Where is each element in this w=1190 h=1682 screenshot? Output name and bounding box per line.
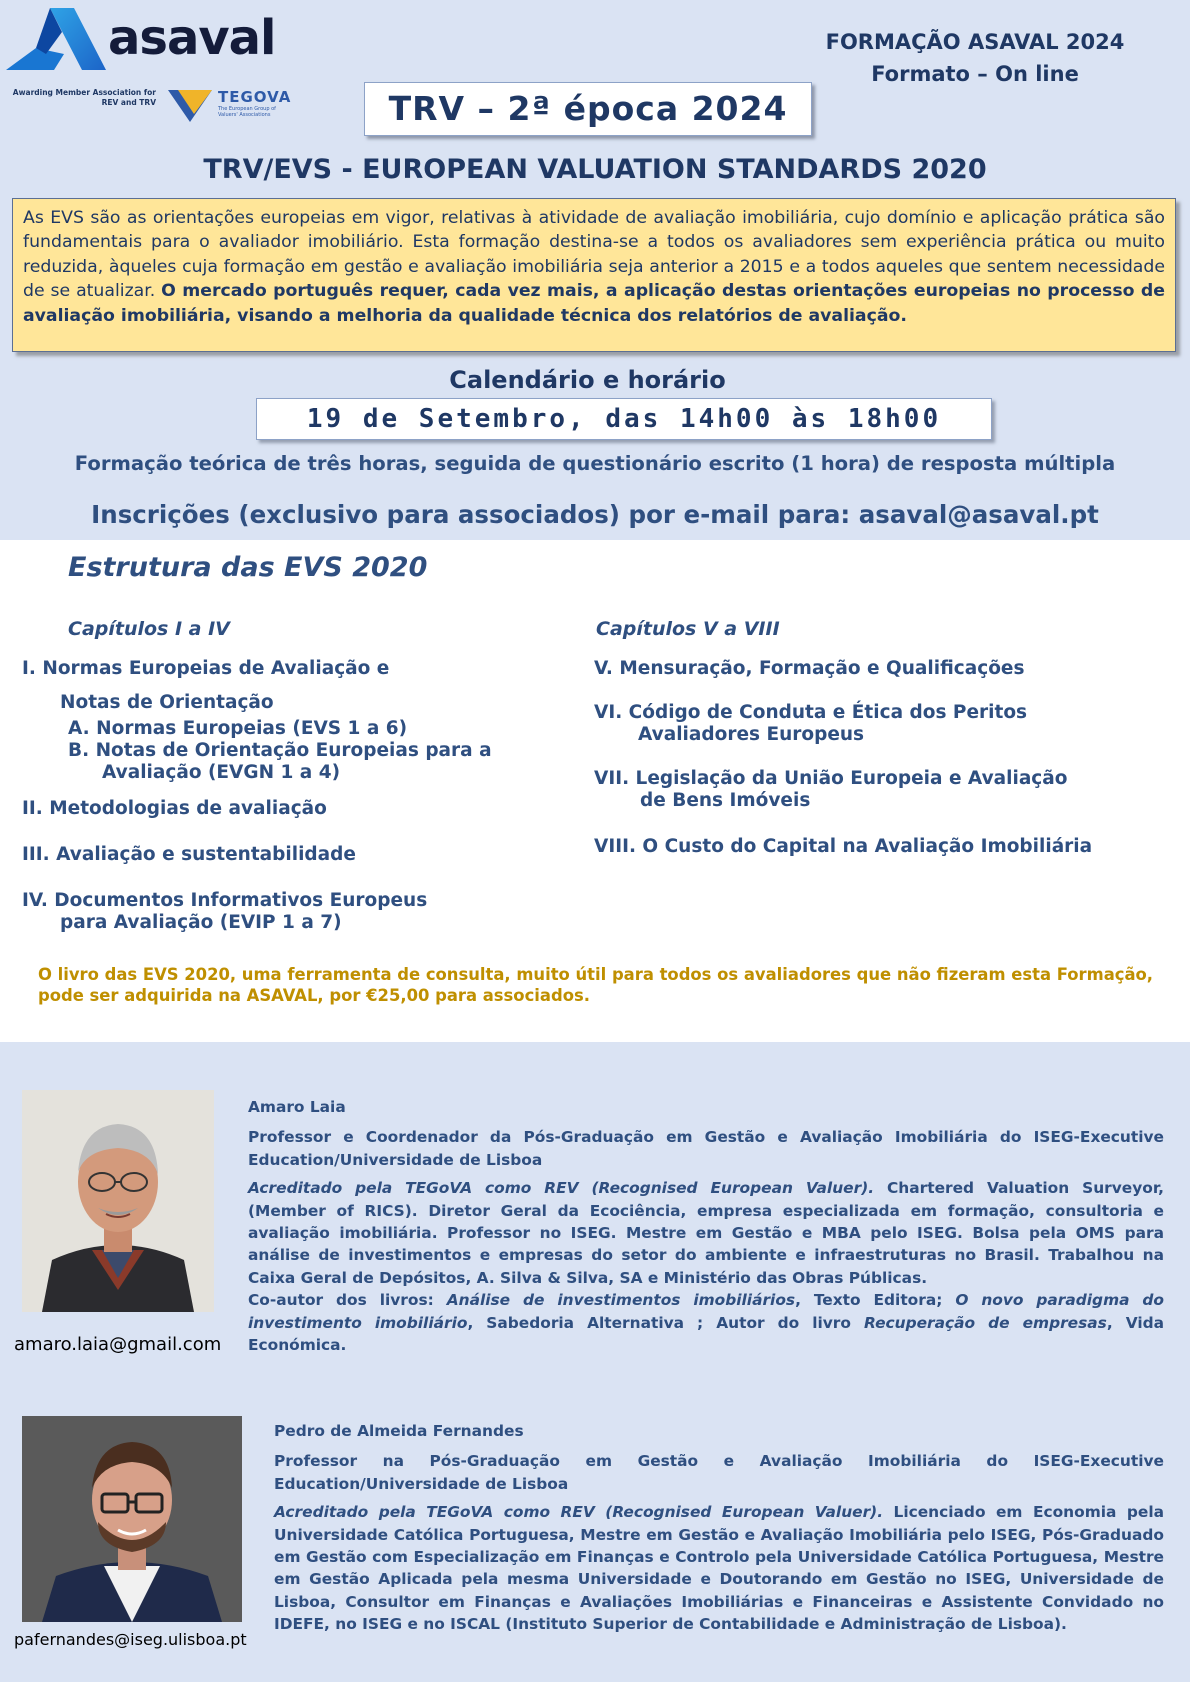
chapter-subitem: Avaliação (EVGN 1 a 4) [102, 762, 341, 783]
formacao-heading [790, 26, 1160, 90]
chapter-item: VIII. O Custo do Capital na Avaliação Imobiliária [594, 836, 1093, 857]
trainer-bio-pedro [274, 1420, 1164, 1636]
trainer-role: Professor e Coordenador da Pós-Graduação em Gestão e Avaliação Imobiliária do ISEG-Executive Education/Universidade de Lisboa [248, 1128, 1164, 1169]
asaval-logo-text: asaval [108, 10, 276, 66]
person-photo-icon [22, 1090, 214, 1312]
trainer-coauthor-label: Co-autor dos livros: [248, 1291, 447, 1310]
trv-epoca-box: TRV – 2ª época 2024 [364, 82, 812, 136]
book-publisher: , Texto Editora; [795, 1291, 956, 1310]
book-title: Recuperação de empresas [864, 1313, 1107, 1332]
chapter-item: Avaliadores Europeus [638, 724, 865, 745]
chapters-left-heading: Capítulos I a IV [68, 618, 230, 640]
chapter-item: de Bens Imóveis [640, 790, 811, 811]
trainer-name: Amaro Laia [248, 1098, 346, 1116]
intro-box [12, 198, 1176, 352]
trainer-email-amaro[interactable]: amaro.laia@gmail.com [14, 1334, 222, 1355]
chapter-item: Notas de Orientação [60, 692, 274, 713]
estrutura-section [0, 540, 1190, 1042]
page-title: TRV/EVS - EUROPEAN VALUATION STANDARDS 2020 [203, 154, 987, 185]
book-publisher: , Sabedoria Alternativa ; Autor do livro [467, 1313, 864, 1332]
person-photo-icon [22, 1416, 242, 1622]
chapter-subitem: B. Notas de Orientação Europeias para a [68, 740, 492, 761]
chapter-item: III. Avaliação e sustentabilidade [22, 844, 356, 865]
header-section [0, 0, 1190, 540]
chapter-subitem: A. Normas Europeias (EVS 1 a 6) [68, 718, 408, 739]
trainer-bio-amaro [248, 1096, 1164, 1356]
calendar-title: Calendário e horário [449, 366, 726, 394]
book-title: Análise de investimentos imobiliários [446, 1291, 796, 1310]
formacao-title: FORMAÇÃO ASAVAL 2024 [825, 30, 1125, 54]
book-title: O novo paradigma do investimento imobiliário [248, 1291, 1164, 1332]
chapter-item: II. Metodologias de avaliação [22, 798, 327, 819]
trainer-name: Pedro de Almeida Fernandes [274, 1422, 524, 1440]
trainer-accreditation: Acreditado pela TEGoVA como REV (Recognised European Valuer). [274, 1503, 884, 1522]
chapter-item: VI. Código de Conduta e Ética dos Peritos [594, 702, 1028, 723]
intro-text: As EVS são as orientações europeias em vigor, relativas à atividade de avaliação imobiliária, cujo domínio e aplicação prática são fundamentais para o avaliador imobiliário. Esta formação destina-se a todos os avaliadores sem experiência prática ou muito reduzida, àqueles cuja formação em gestão e avaliação imobiliária seja anterior a 2015 e a todos aqueles que sentem necessidade de se atualizar. [23, 208, 1165, 302]
asaval-logo-mark-icon [6, 8, 106, 70]
livro-note: O livro das EVS 2020, uma ferramenta de consulta, muito útil para todos os avaliadores que não fizeram esta Formação, pode ser adquirida na ASAVAL, por €25,00 para associados. [38, 965, 1154, 1005]
formacao-teorica-text: Formação teórica de três horas, seguida de questionário escrito (1 hora) de resposta múltipla [74, 452, 1116, 475]
tegova-logo-text: TEGOVA [218, 88, 292, 106]
trainer-bio-text: Licenciado em Economia pela Universidade Católica Portuguesa, Mestre em Gestão e Avaliação Imobiliária pelo ISEG, Pós-Graduado em Gestão com Especialização em Finanças e Controlo pela Universidade Católica Portuguesa, Mestre em Gestão Aplicada pela mesma Universidade e Doutorando em Gestão no ISEG, Universidade de Lisboa, Consultor em Finanças e Avaliações Imobiliárias e Financeiras e Assistente Convidado no IDEFE, no ISEG e no ISCAL (Instituto Superior de Contabilidade e Administração de Lisboa). [274, 1503, 1164, 1634]
chapter-item: IV. Documentos Informativos Europeus [22, 890, 428, 911]
intro-bold-text: O mercado português requer, cada vez mais, a aplicação destas orientações europeias no processo de avaliação imobiliária, visando a melhoria da qualidade técnica dos relatórios de avaliação. [23, 281, 1166, 326]
chapter-item: VII. Legislação da União Europeia e Avaliação [594, 768, 1068, 789]
tegova-logo-icon [168, 88, 212, 122]
trainer-role: Professor na Pós-Graduação em Gestão e Avaliação Imobiliária do ISEG-Executive Education/Universidade de Lisboa [274, 1452, 1164, 1493]
formato-line: Formato – On line [871, 62, 1079, 86]
chapters-right-heading: Capítulos V a VIII [596, 618, 780, 640]
trainer-email-pedro[interactable]: pafernandes@iseg.ulisboa.pt [14, 1630, 247, 1649]
chapter-item: para Avaliação (EVIP 1 a 7) [60, 912, 342, 933]
date-box: 19 de Setembro, das 14h00 às 18h00 [256, 398, 992, 440]
asaval-logo[interactable] [6, 8, 306, 118]
trainer-photo-amaro [22, 1090, 214, 1312]
estrutura-title: Estrutura das EVS 2020 [68, 552, 428, 583]
trainer-photo-pedro [22, 1416, 242, 1622]
chapter-item: I. Normas Europeias de Avaliação e [22, 658, 390, 679]
chapter-item: V. Mensuração, Formação e Qualificações [594, 658, 1025, 679]
tegova-logo-subtext: The European Group of Valuers' Associations [218, 106, 276, 118]
trainer-bio-text: Chartered Valuation Surveyor, (Member of RICS). Diretor Geral da Ecociência, empresa especializada em formação, consultoria e avaliação imobiliária. Professor no ISEG. Mestre em Gestão e MBA pelo ISEG. Bolsa pela OMS para análise de investimentos e empresas do setor do ambiente e infraestruturas no Brasil. Trabalhou na Caixa Geral de Depósitos, A. Silva & Silva, SA e Ministério das Obras Públicas. [248, 1179, 1164, 1287]
book-publisher: , Vida Económica. [248, 1313, 1165, 1355]
trainer-accreditation: Acreditado pela TEGoVA como REV (Recognised European Valuer). [248, 1179, 875, 1198]
award-text: Awarding Member Association for REV and TRV [12, 88, 156, 107]
inscricoes-text[interactable]: Inscrições (exclusivo para associados) por e-mail para: asaval@asaval.pt [91, 500, 1099, 529]
trainers-section [0, 1042, 1190, 1682]
